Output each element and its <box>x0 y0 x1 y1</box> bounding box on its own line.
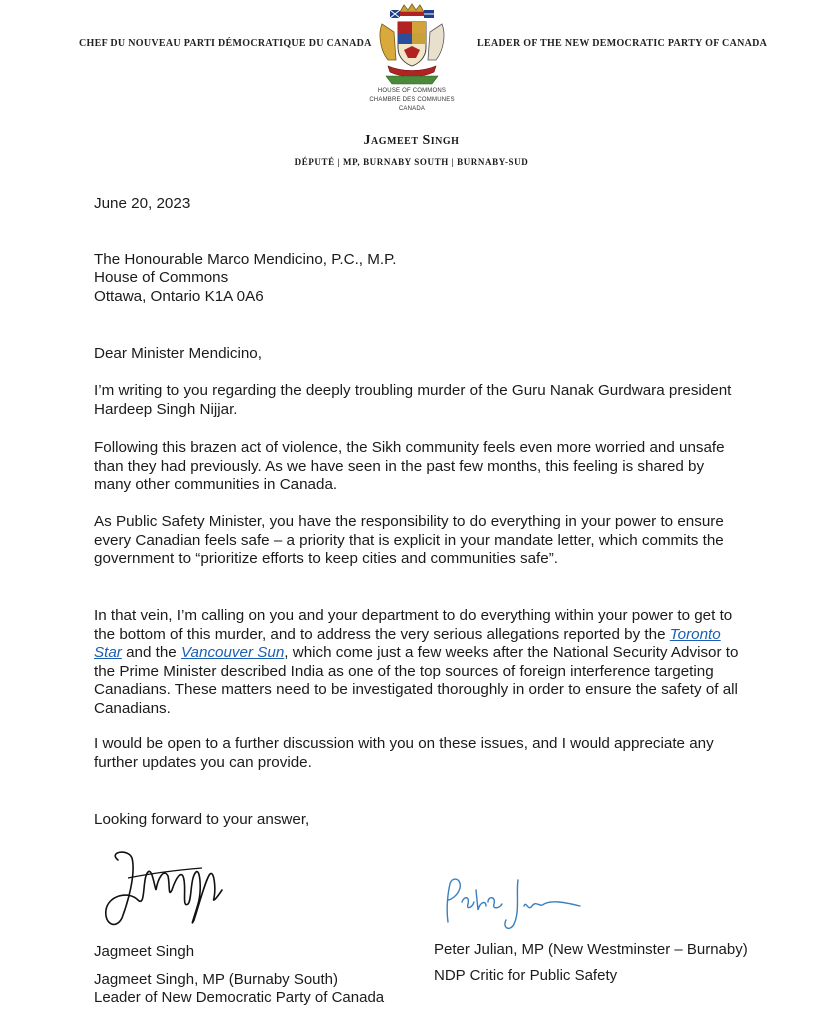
recipient-line-2: House of Commons <box>94 269 229 286</box>
salutation: Dear Minister Mendicino, <box>94 345 262 362</box>
sender-name: Jagmeet Singh <box>363 133 460 148</box>
paragraph-2: Following this brazen act of violence, the Sikh community feels even more worried and unsafe than they had previously. As we have seen in the past few months, this feeling is shared by many other communities in Canada. <box>94 439 725 493</box>
vancouver-sun-link[interactable]: Vancouver Sun <box>180 644 285 661</box>
paragraph-4-part-c: , which come just a few weeks after the National Security Advisor to the Prime Minister described India as one of the top sources of foreign interference targeting Canadians. These matters need to be investigated thoroughly in order to ensure the safety of all Canadians. <box>94 644 739 717</box>
crest-caption-2: CHAMBRE DES COMMUNES <box>369 97 455 103</box>
paragraph-5: I would be open to a further discussion with you on these issues, and I would appreciate any further updates you can provide. <box>94 735 714 771</box>
paragraph-4-part-b: and the <box>121 644 181 661</box>
crest-caption-3: CANADA <box>398 106 426 112</box>
letter-date: June 20, 2023 <box>94 195 191 212</box>
left-signatory-title-2: Leader of New Democratic Party of Canada <box>94 989 385 1006</box>
letterhead-right: LEADER OF THE NEW DEMOCRATIC PARTY OF CANADA <box>477 38 768 49</box>
paragraph-1: I’m writing to you regarding the deeply troubling murder of the Guru Nanak Gurdwara president Hardeep Singh Nijjar. <box>94 382 732 418</box>
sender-subtitle: DÉPUTÉ | MP, BURNABY SOUTH | BURNABY-SUD <box>294 157 529 167</box>
paragraph-4-part-a: In that vein, I’m calling on you and your department to do everything within your power to get to the bottom of this murder, and to address the very serious allegations reported by the <box>94 607 733 643</box>
toronto-star-link[interactable]: Toronto Star <box>94 625 721 661</box>
jagmeet-singh-signature <box>98 838 228 934</box>
right-signatory-title-1: Peter Julian, MP (New Westminster – Burnaby) <box>434 941 748 958</box>
recipient-line-1: The Honourable Marco Mendicino, P.C., M.P. <box>94 251 397 268</box>
peter-julian-signature <box>440 872 590 936</box>
paragraph-3: As Public Safety Minister, you have the responsibility to do everything in your power to ensure every Canadian feels safe – a priority that is explicit in your mandate letter, which commits the government to “prioritize efforts to keep cities and communities safe”. <box>94 513 724 567</box>
letterhead-left: CHEF DU NOUVEAU PARTI DÉMOCRATIQUE DU CANADA <box>79 38 372 49</box>
left-signatory-name: Jagmeet Singh <box>94 943 195 960</box>
right-signatory-title-2: NDP Critic for Public Safety <box>434 967 618 984</box>
left-signatory-title-1: Jagmeet Singh, MP (Burnaby South) <box>94 971 339 988</box>
crest-caption-1: HOUSE OF COMMONS <box>377 88 447 94</box>
coat-of-arms-icon <box>376 2 448 88</box>
closing: Looking forward to your answer, <box>94 811 310 828</box>
recipient-line-3: Ottawa, Ontario K1A 0A6 <box>94 288 264 305</box>
paragraph-4 <box>94 607 744 718</box>
